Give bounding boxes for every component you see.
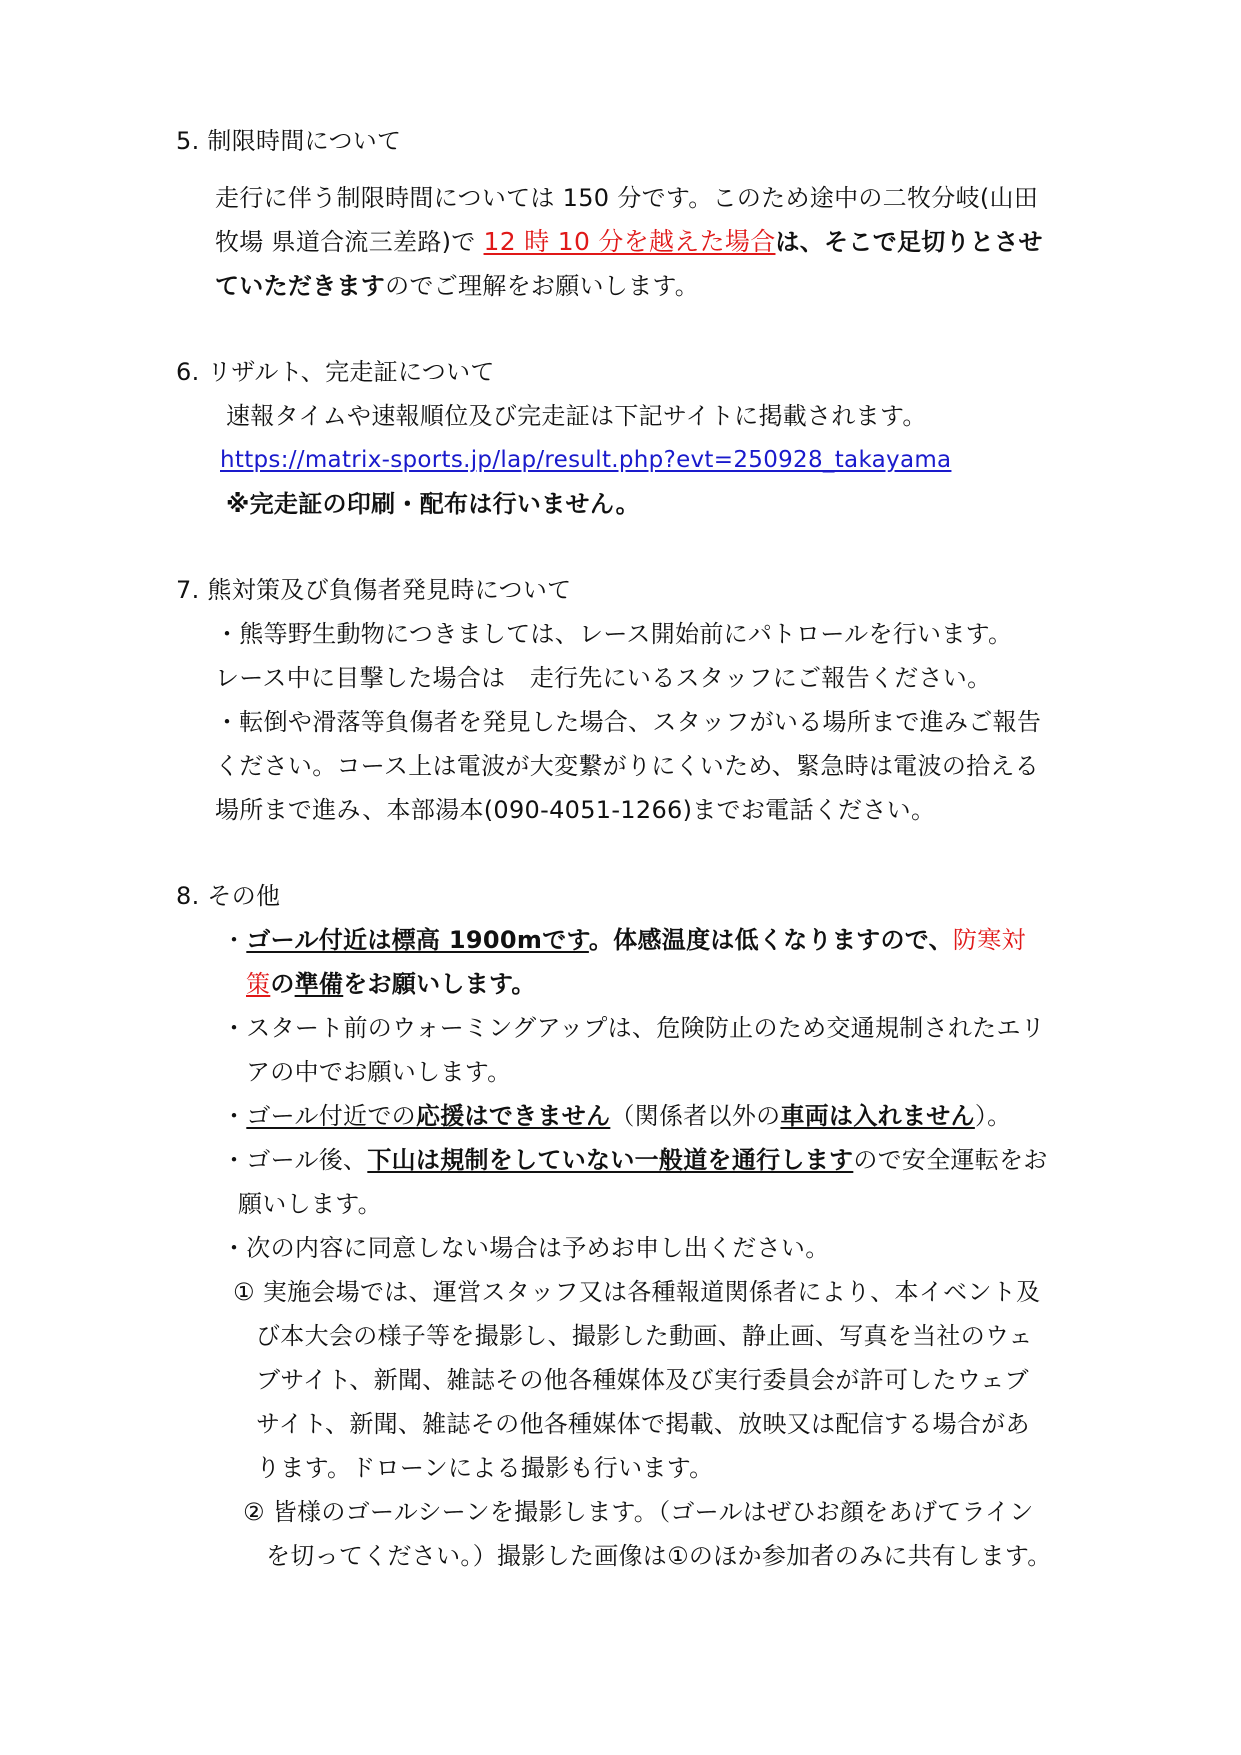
time-limit-emphasis: 12 時 10 分を越えた場合 xyxy=(483,227,776,256)
s8-b3-a: ゴール付近での xyxy=(246,1102,416,1130)
consent-item-1-line-2: び本大会の様子等を撮影し、撮影した動画、静止画、写真を当社のウェ xyxy=(256,1322,1033,1350)
temperature-text: 。体感温度は低くなりますので、 xyxy=(588,926,953,954)
s8-b1-request: をお願いします。 xyxy=(343,970,536,998)
s5-line-1: 走行に伴う制限時間については 150 分です。このため途中の二牧分岐(山田 xyxy=(215,184,1039,212)
consent-item-1-line-1: ① 実施会場では、運営スタッフ又は各種報道関係者により、本イベント及 xyxy=(233,1278,1041,1306)
s8-b4-c: ので安全運転をお xyxy=(853,1146,1048,1174)
section-7-heading: 7. 熊対策及び負傷者発見時について xyxy=(176,576,572,604)
no-cheering-text: 応援はできません xyxy=(415,1102,611,1130)
descent-road-text: 下山は規制をしていない一般道を通行します xyxy=(367,1146,854,1174)
cold-protection-text-cont: 策 xyxy=(246,970,271,998)
s5-line-3 xyxy=(215,271,699,301)
s7-line-1: ・熊等野生動物につきましては、レース開始前にパトロールを行います。 xyxy=(215,620,1013,648)
cold-protection-text: 防寒対 xyxy=(952,926,1026,954)
s8-bullet-3 xyxy=(222,1101,1011,1131)
consent-item-2-line-1: ② 皆様のゴールシーンを撮影します。（ゴールはぜひお顔をあげてライン xyxy=(243,1498,1034,1526)
no-vehicles-text: 車両は入れません xyxy=(780,1102,975,1130)
s8-bullet-4-line-1 xyxy=(222,1145,1048,1175)
section-8-heading: 8. その他 xyxy=(176,882,281,910)
s8-b4-a: ・ゴール後、 xyxy=(222,1146,368,1174)
s6-note: ※完走証の印刷・配布は行いません。 xyxy=(226,490,640,518)
s7-line-5: 場所まで進み、本部湯本(090-4051-1266)までお電話ください。 xyxy=(215,796,936,824)
s8-bullet-2-line-1: ・スタート前のウォーミングアップは、危険防止のため交通規制されたエリ xyxy=(222,1014,1046,1042)
s5-line-2a: 牧場 県道合流三差路)で xyxy=(215,228,484,256)
consent-item-1-line-4: サイト、新聞、雑誌その他各種媒体で掲載、放映又は配信する場合があ xyxy=(256,1410,1030,1438)
s8-b3-e: ）。 xyxy=(974,1102,1012,1130)
goal-altitude-text: ゴール付近は標高 1900mです xyxy=(246,926,589,954)
s5-line-3a: ていただきます xyxy=(215,272,386,300)
s7-line-3: ・転倒や滑落等負傷者を発見した場合、スタッフがいる場所まで進みご報告 xyxy=(215,708,1042,736)
s8-b1-no: の xyxy=(270,970,295,998)
s8-bullet-1-line-2 xyxy=(246,969,536,999)
consent-item-1-line-5: ります。ドローンによる撮影も行います。 xyxy=(256,1454,714,1482)
consent-item-2-line-2: を切ってください。）撮影した画像は①のほか参加者のみに共有します。 xyxy=(266,1542,1052,1570)
s7-line-4: ください。コース上は電波が大変繋がりにくいため、緊急時は電波の拾える xyxy=(215,752,1040,780)
s6-line-1: 速報タイムや速報順位及び完走証は下記サイトに掲載されます。 xyxy=(226,402,927,430)
s5-line-2 xyxy=(215,227,1043,257)
s8-bullet-4-line-2: 願いします。 xyxy=(238,1190,382,1218)
bullet-dot: ・ xyxy=(222,926,247,954)
preparation-text: 準備 xyxy=(294,970,344,998)
s8-bullet-1-line-1 xyxy=(222,925,1026,955)
consent-item-1-line-3: ブサイト、新聞、雑誌その他各種媒体及び実行委員会が許可したウェブ xyxy=(256,1366,1029,1394)
result-url-link[interactable]: https://matrix-sports.jp/lap/result.php?evt=250928_takayama xyxy=(220,447,952,473)
s5-line-3b: のでご理解をお願いします。 xyxy=(385,272,700,300)
section-6-heading: 6. リザルト、完走証について xyxy=(176,358,495,386)
section-5-heading: 5. 制限時間について xyxy=(176,127,402,155)
s7-line-2: レース中に目撃した場合は 走行先にいるスタッフにご報告ください。 xyxy=(215,664,992,692)
s8-b3-c: （関係者以外の xyxy=(610,1102,781,1130)
s8-bullet-2-line-2: アの中でお願いします。 xyxy=(246,1058,512,1086)
s5-line-2c: は、そこで足切りとさせ xyxy=(775,228,1043,256)
bullet-dot: ・ xyxy=(222,1102,247,1130)
s8-bullet-5: ・次の内容に同意しない場合は予めお申し出ください。 xyxy=(222,1234,830,1262)
